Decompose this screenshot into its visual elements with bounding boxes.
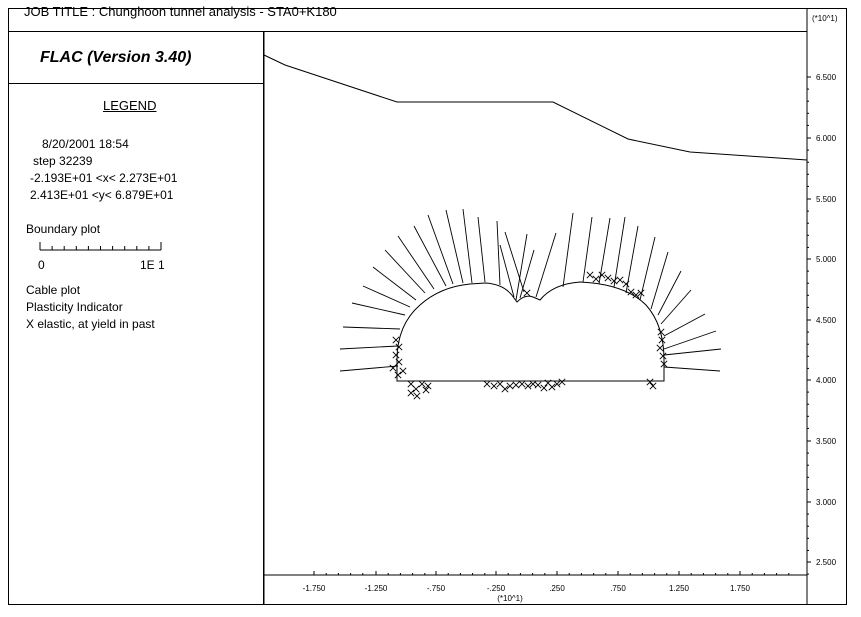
cable-line (363, 286, 410, 307)
x-tick-label: .750 (610, 584, 626, 593)
cable-line (520, 250, 534, 298)
y-axis-exponent: (*10^1) (812, 14, 838, 23)
yield-marker (660, 353, 666, 359)
cable-line (497, 221, 500, 285)
yield-marker (519, 381, 525, 387)
yield-marker (390, 365, 396, 371)
x-tick-label: .250 (549, 584, 565, 593)
cable-line (414, 226, 446, 286)
scale-max-label: 1E 1 (140, 258, 165, 272)
x-axis-exponent: (*10^1) (497, 594, 523, 603)
yield-marker (395, 372, 401, 378)
legend-boundary-plot: Boundary plot (26, 222, 101, 236)
scale-min-label: 0 (38, 258, 45, 272)
yield-marker (513, 382, 519, 388)
yield-marker (611, 278, 617, 284)
y-axis (807, 73, 837, 574)
cable-line (563, 213, 573, 287)
cable-line (478, 217, 485, 282)
yield-marker (408, 390, 414, 396)
cable-line (385, 250, 425, 293)
cable-line (661, 290, 691, 324)
yield-marker (525, 383, 531, 389)
yield-marker (419, 381, 425, 387)
x-tick-label: -1.250 (364, 584, 388, 593)
yield-marker (535, 382, 541, 388)
x-tick-label: -.250 (486, 584, 506, 593)
yield-marker (617, 277, 623, 283)
cable-line (463, 209, 472, 283)
yield-marker (400, 368, 406, 374)
yield-marker (484, 381, 490, 387)
job-title: JOB TITLE : Chunghoon tunnel analysis - STA0+K180 (24, 4, 337, 19)
legend-step: step 32239 (33, 154, 93, 168)
cable-line (664, 331, 716, 349)
yield-marker (491, 383, 497, 389)
cable-line (664, 367, 720, 371)
y-tick-label: 3.500 (816, 437, 837, 446)
yield-marker (623, 281, 629, 287)
y-tick-label: 4.500 (816, 316, 837, 325)
cable-line (340, 366, 398, 371)
x-tick-label: 1.250 (668, 584, 690, 593)
cable-line (516, 234, 527, 300)
x-tick-label: 1.750 (729, 584, 751, 593)
yield-marker (393, 352, 399, 358)
cable-line (640, 237, 655, 300)
legend-cable-plot: Cable plot (26, 283, 81, 297)
yield-marker (393, 337, 399, 343)
cable-line (658, 271, 681, 315)
yield-marker (650, 383, 656, 389)
cable-line (664, 349, 721, 355)
y-tick-label: 4.000 (816, 376, 837, 385)
yield-marker (599, 272, 605, 278)
y-tick-label: 5.000 (816, 255, 837, 264)
yield-marker (587, 272, 593, 278)
x-axis (303, 571, 789, 593)
y-tick-label: 6.500 (816, 73, 837, 82)
yield-marker (541, 385, 547, 391)
cable-line (664, 314, 705, 336)
yield-marker (524, 290, 530, 296)
cable-line (614, 217, 625, 287)
y-tick-label: 2.500 (816, 558, 837, 567)
legend-title: LEGEND (103, 98, 157, 113)
cable-line (626, 226, 638, 293)
cable-line (373, 267, 416, 300)
cable-line (340, 346, 398, 349)
legend-plasticity: Plasticity Indicator (26, 300, 123, 314)
legend-x-range: -2.193E+01 <x< 2.273E+01 (30, 171, 178, 185)
legend-plasticity-key: X elastic, at yield in past (26, 317, 155, 331)
yield-marker (414, 393, 420, 399)
yield-marker (647, 379, 653, 385)
tunnel-boundary (397, 282, 664, 381)
cable-line (398, 236, 434, 289)
y-tick-label: 6.000 (816, 134, 837, 143)
yield-marker (593, 276, 599, 282)
program-name: FLAC (Version 3.40) (40, 49, 192, 66)
x-tick-label: -1.750 (302, 584, 326, 593)
rock-bolt-cables (340, 209, 721, 371)
yield-marker (559, 379, 565, 385)
ground-surface-line (264, 55, 807, 160)
legend-y-range: 2.413E+01 <y< 6.879E+01 (30, 188, 174, 202)
y-tick-label: 3.000 (816, 498, 837, 507)
yield-marker (413, 386, 419, 392)
cable-line (352, 303, 405, 315)
cable-line (343, 327, 400, 329)
legend-date: 8/20/2001 18:54 (42, 137, 129, 151)
yield-marker (396, 344, 402, 350)
y-tick-label: 5.500 (816, 195, 837, 204)
plot-border (264, 8, 807, 605)
yield-marker (605, 275, 611, 281)
cable-line (505, 232, 524, 292)
yield-marker (657, 345, 663, 351)
x-tick-label: -.750 (426, 584, 446, 593)
cable-line (536, 233, 556, 297)
